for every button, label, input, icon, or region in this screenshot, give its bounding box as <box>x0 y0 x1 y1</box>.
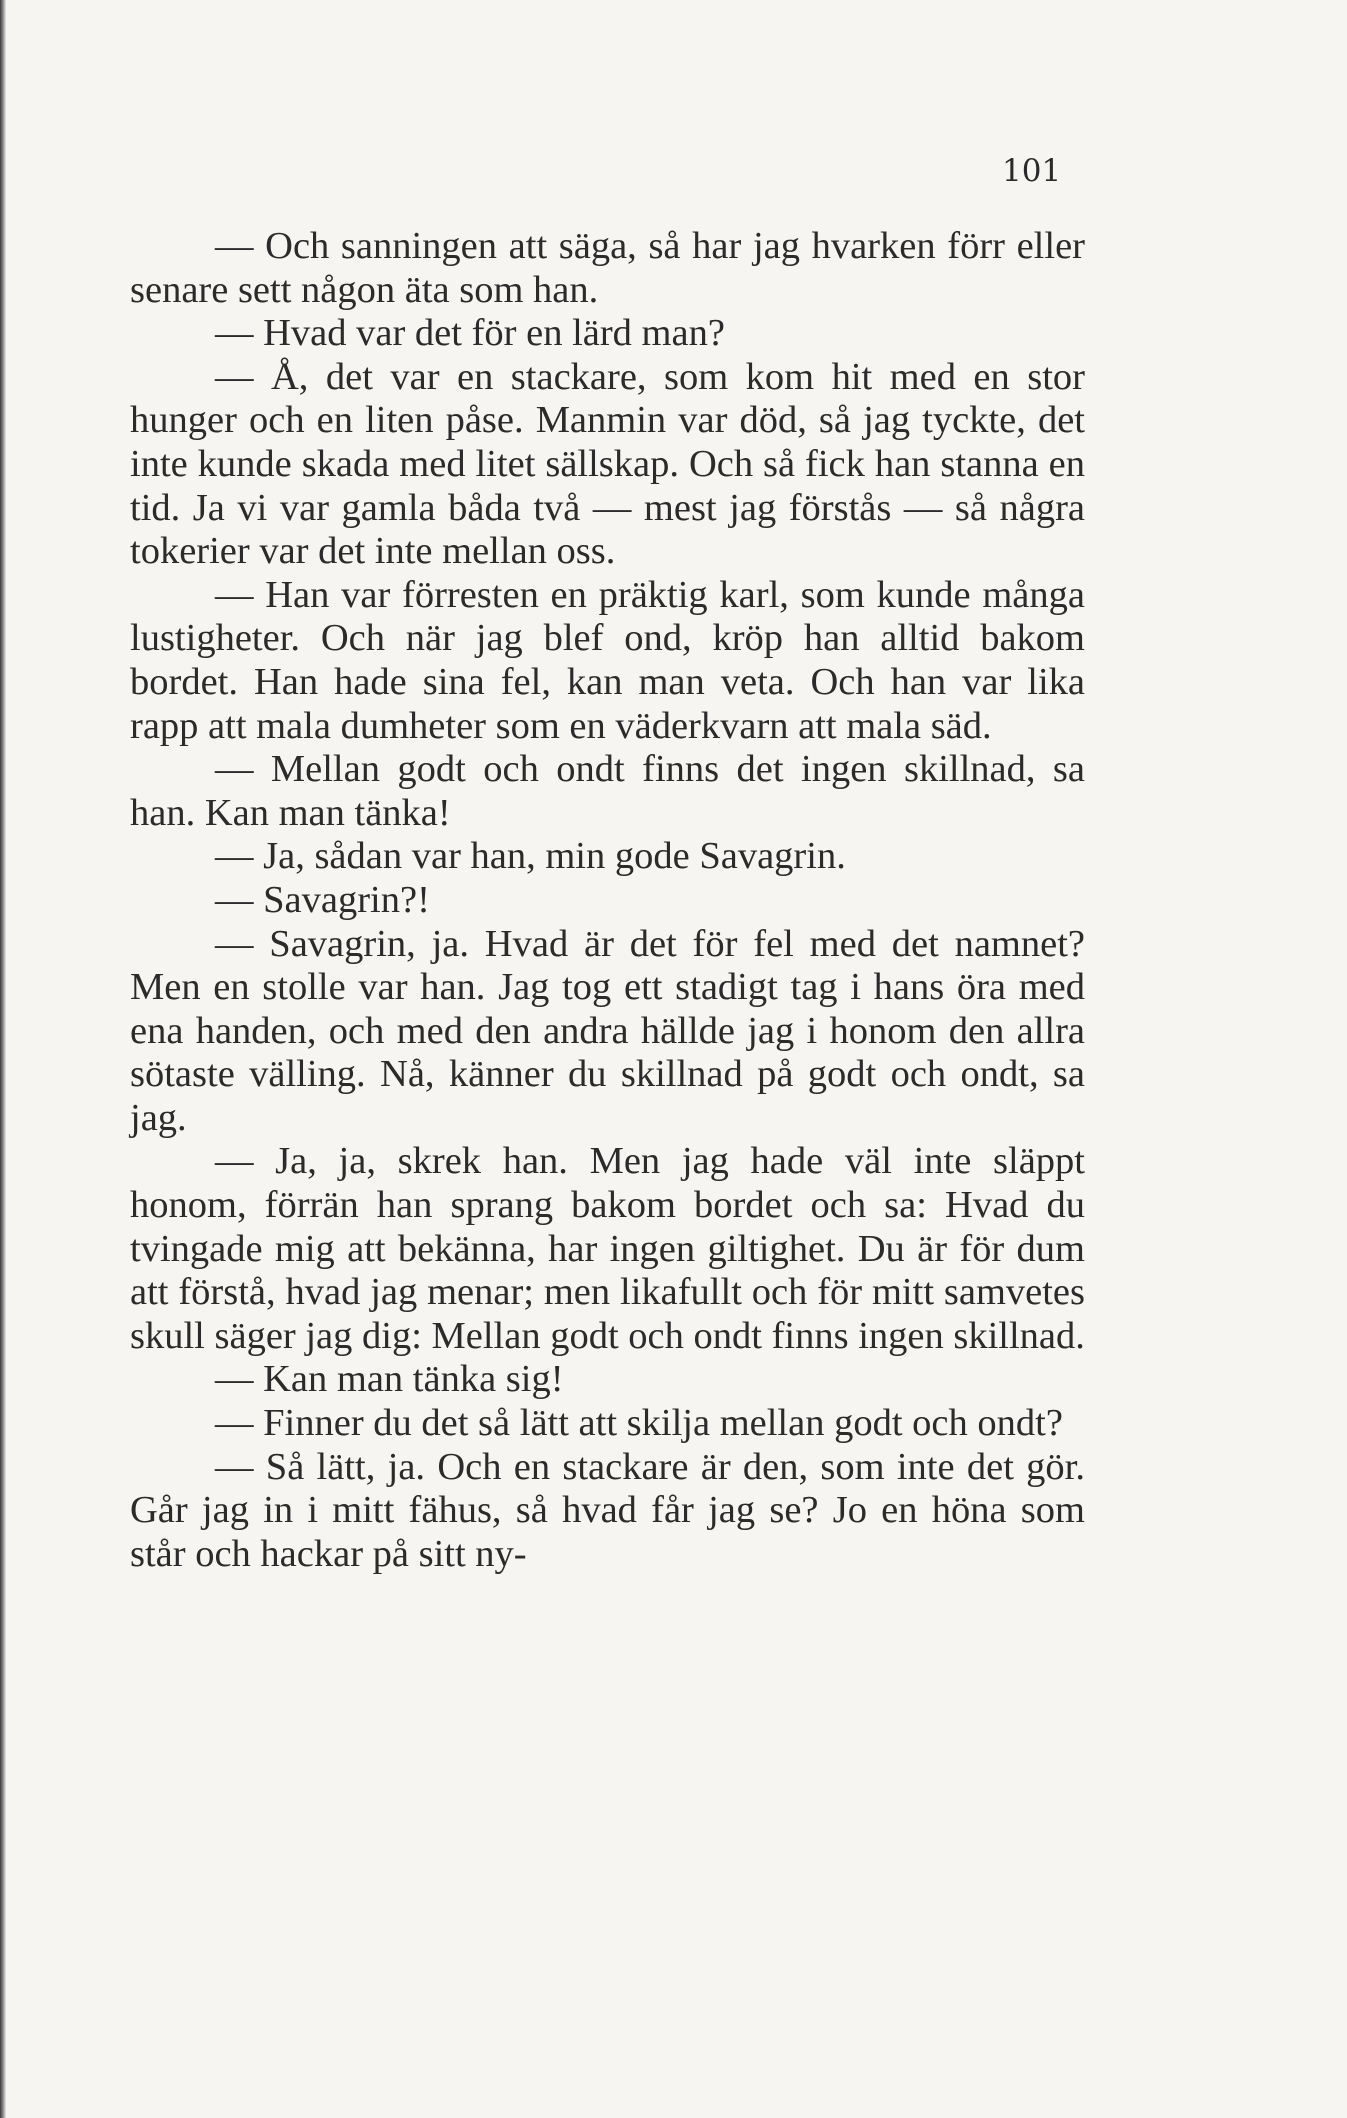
paragraph: — Han var förresten en präktig karl, som kunde många lustigheter. Och när jag blef ond, kröp han alltid bakom bordet. Han hade sina fel, kan man veta. Och han var lika rapp att mala dumheter som en väderkvarn att mala säd. <box>130 573 1085 747</box>
paragraph: — Mellan godt och ondt finns det ingen skillnad, sa han. Kan man tänka! <box>130 748 1085 834</box>
paragraph: — Kan man tänka sig! <box>215 1358 564 1401</box>
paragraph: — Så lätt, ja. Och en stackare är den, som inte det gör. Går jag in i mitt fähus, så hvad får jag se? Jo en höna som står och hackar på sitt ny- <box>130 1445 1085 1575</box>
paragraph: — Hvad var det för en lärd man? <box>215 312 725 355</box>
paragraph: — Ja, sådan var han, min gode Savagrin. <box>215 835 846 878</box>
paragraph: — Savagrin, ja. Hvad är det för fel med det namnet? Men en stolle var han. Jag tog ett stadigt tag i hans öra med ena handen, och med den andra hällde jag i honom den allra sötaste välling. Nå, känner du skillnad på godt och ondt, sa jag. <box>130 922 1085 1139</box>
page-number: 101 <box>1002 153 1062 189</box>
paragraph: — Å, det var en stackare, som kom hit med en stor hunger och en liten påse. Manmin var död, så jag tyckte, det inte kunde skada med litet sällskap. Och så fick han stanna en tid. Ja vi var gamla båda två — mest jag förstås — så några tokerier var det inte mellan oss. <box>130 355 1085 573</box>
body-text <box>130 225 1085 1576</box>
paragraph: — Savagrin?! <box>215 878 430 921</box>
page-binding-edge <box>0 0 6 2118</box>
paragraph: — Ja, ja, skrek han. Men jag hade väl inte släppt honom, förrän han sprang bakom bordet och sa: Hvad du tvingade mig att bekänna, har ingen giltighet. Du är för dum att förstå, hvad jag menar; men likafullt och för mitt samvetes skull säger jag dig: Mellan godt och ondt finns ingen skillnad. <box>130 1140 1085 1357</box>
paragraph: — Och sanningen att säga, så har jag hvarken förr eller senare sett någon äta som han. <box>130 225 1085 311</box>
paragraph: — Finner du det så lätt att skilja mellan godt och ondt? <box>215 1402 1063 1445</box>
